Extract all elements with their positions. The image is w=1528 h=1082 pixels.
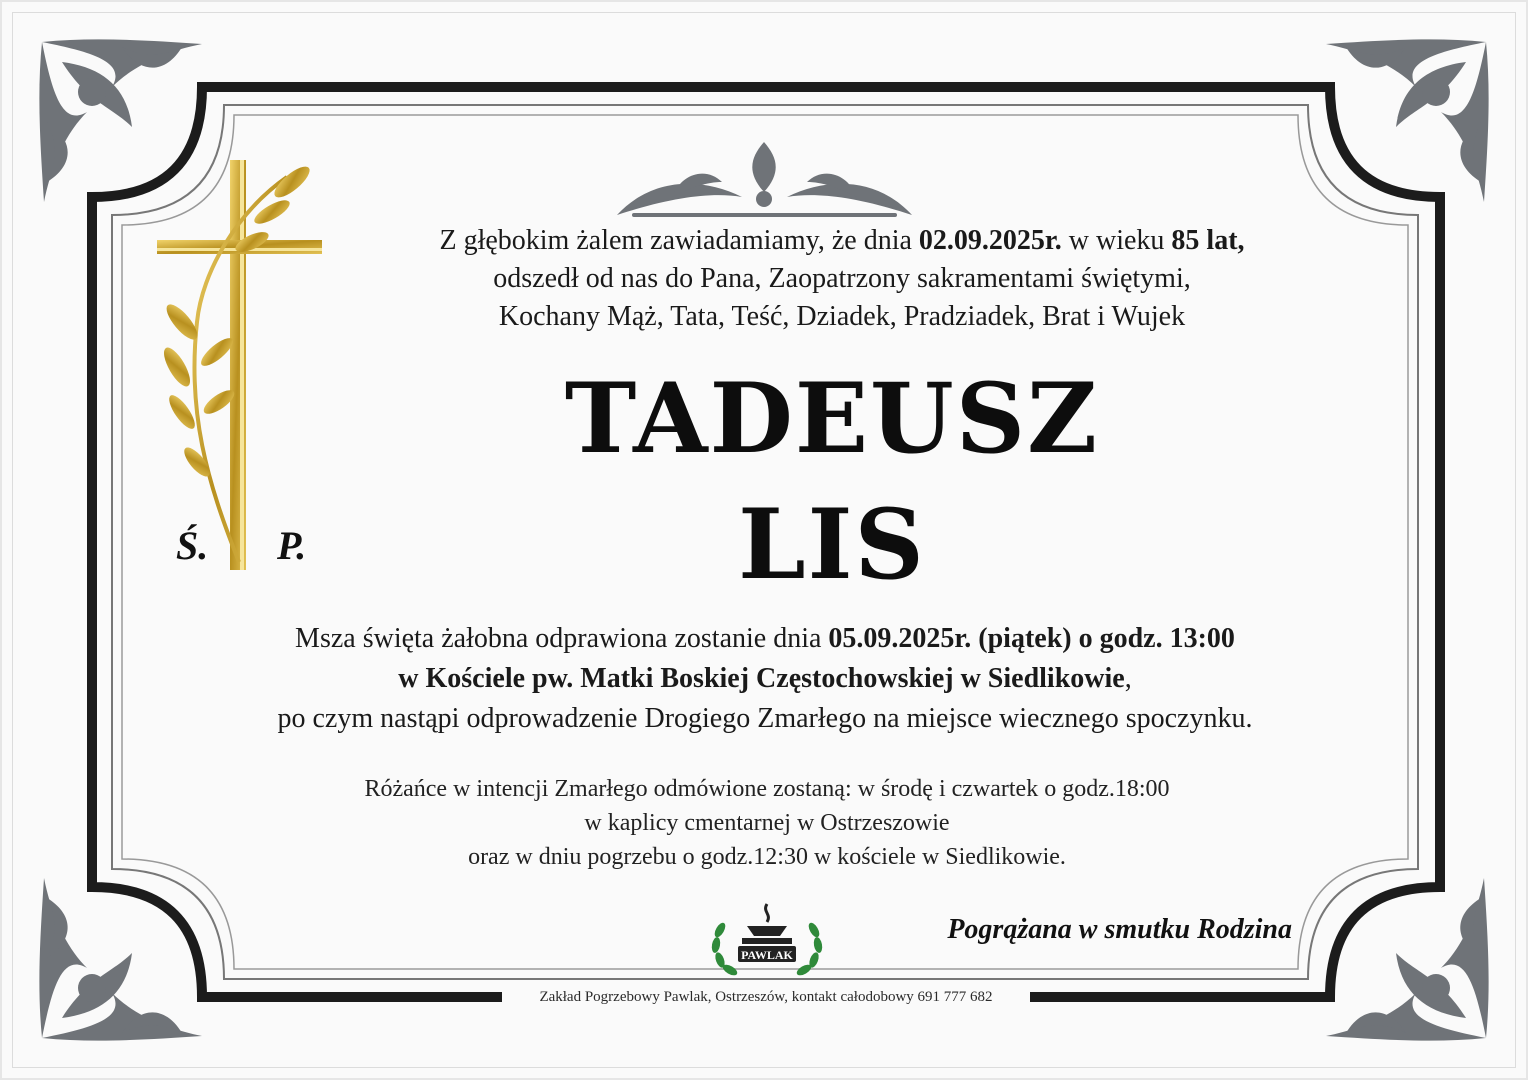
sp-letter-s: Ś. bbox=[176, 523, 209, 568]
death-date: 02.09.2025r. bbox=[918, 225, 1062, 256]
corner-ornament-icon bbox=[1321, 873, 1496, 1048]
rosary-line-1: Różańce w intencji Zmarłego odmówione zostaną: w środę i czwartek o godz.18:00 bbox=[364, 776, 1170, 802]
mass-line-3: po czym nastąpi odprowadzenie Drogiego Zmarłego na miejsce wiecznego spoczynku. bbox=[277, 703, 1253, 734]
intro-line-3: Kochany Mąż, Tata, Teść, Dziadek, Pradziadek, Brat i Wujek bbox=[498, 301, 1186, 332]
mass-prefix: Msza święta żałobna odprawiona zostanie dnia bbox=[295, 623, 829, 654]
deceased-last-name: LIS bbox=[738, 488, 926, 601]
mass-line-2 bbox=[162, 659, 1368, 699]
top-ornament-icon bbox=[612, 137, 917, 222]
funeral-home-logo-icon bbox=[702, 900, 832, 980]
mass-info bbox=[162, 619, 1368, 739]
intro-middle: w wieku bbox=[1061, 225, 1172, 256]
intro-prefix: Z głębokim żalem zawiadamiamy, że dnia bbox=[439, 225, 919, 256]
rosary-line-2: w kaplicy cmentarnej w Ostrzeszowie bbox=[584, 810, 950, 836]
intro-line-1 bbox=[302, 222, 1382, 260]
intro-text bbox=[302, 222, 1382, 336]
mass-date-time: 05.09.2025r. (piątek) o godz. 13:00 bbox=[828, 623, 1235, 654]
footer-contact: Zakład Pogrzebowy Pawlak, Ostrzeszów, kontakt całodobowy 691 777 682 bbox=[502, 986, 1030, 1008]
age: 85 lat, bbox=[1171, 225, 1245, 256]
deceased-first-name: TADEUSZ bbox=[564, 362, 1100, 475]
rosary-info bbox=[232, 772, 1302, 874]
intro-line-2: odszedł od nas do Pana, Zaopatrzony sakramentami świętymi, bbox=[493, 263, 1191, 294]
corner-ornament-icon bbox=[32, 873, 207, 1048]
cross-icon bbox=[147, 152, 347, 572]
corner-ornament-icon bbox=[1321, 32, 1496, 207]
rosary-line-3: oraz w dniu pogrzebu o godz.12:30 w kościele w Siedlikowie. bbox=[468, 844, 1066, 870]
mass-comma: , bbox=[1124, 663, 1132, 694]
church-name: w Kościele pw. Matki Boskiej Częstochowskiej w Siedlikowie bbox=[398, 663, 1125, 694]
mass-line-1 bbox=[162, 619, 1368, 659]
family-signature: Pogrążana w smutku Rodzina bbox=[947, 914, 1292, 945]
sp-letter-p: P. bbox=[277, 523, 307, 568]
logo-text: PAWLAK bbox=[741, 948, 793, 962]
